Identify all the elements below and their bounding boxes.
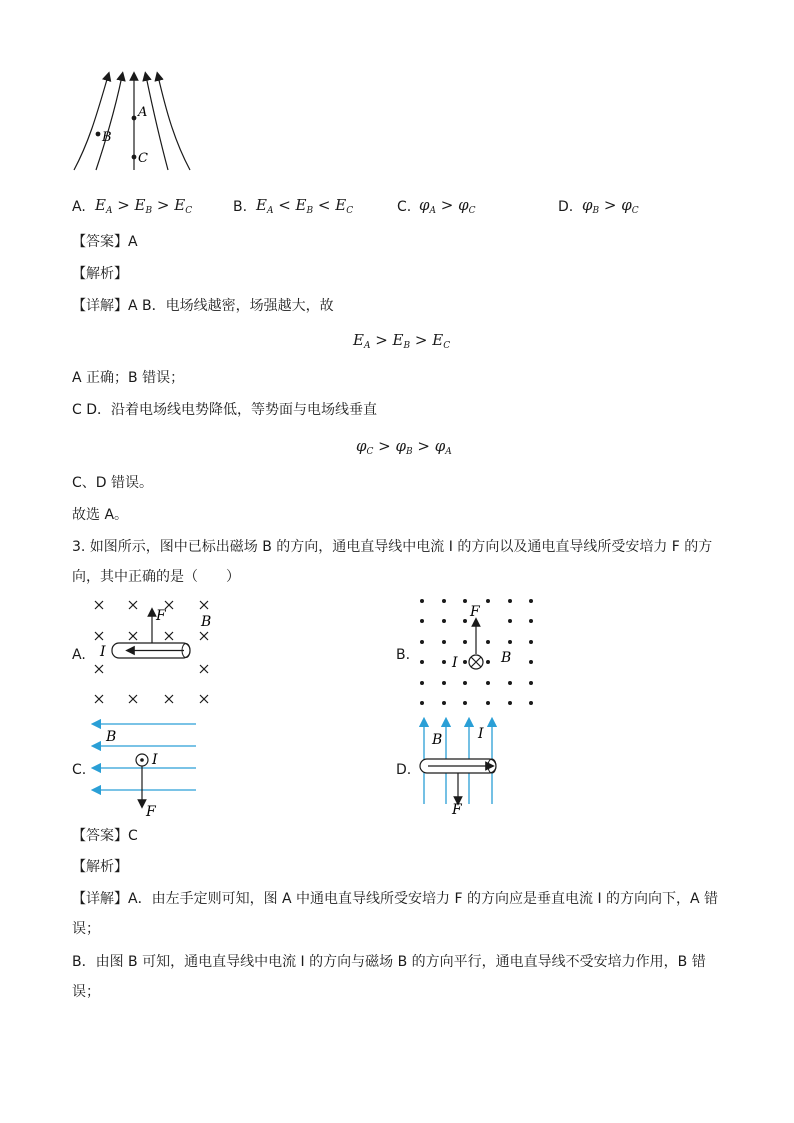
option-d-letter: D. <box>558 199 574 215</box>
q3-stem-line2: 向，其中正确的是（ ） <box>72 569 240 585</box>
option-d-expr: $\varphi_B > \varphi_C$ <box>582 196 639 216</box>
svg-text:F: F <box>156 608 166 624</box>
field-line <box>96 76 122 170</box>
field-line <box>74 76 108 170</box>
svg-text:F: F <box>470 604 480 620</box>
q3-figure-d <box>414 716 514 820</box>
label-a: A <box>138 105 148 120</box>
label-c: C <box>138 151 148 166</box>
q3-option-a-letter: A. <box>72 647 86 663</box>
svg-text:I: I <box>152 752 158 768</box>
point-c <box>132 155 137 160</box>
q2-detail-cd: C D．沿着电场线电势降低，等势面与电场线垂直 <box>72 402 378 418</box>
option-c-letter: C. <box>397 199 412 215</box>
option-a-expr: $E_A > E_B > E_C$ <box>95 196 193 216</box>
q3-option-c-letter: C. <box>72 762 87 778</box>
q3-detail-b-line2: 误； <box>72 984 100 1000</box>
field-line <box>146 76 168 170</box>
q2-answer: 【答案】A <box>72 234 138 250</box>
label-b: B <box>102 130 112 145</box>
svg-text:F: F <box>452 802 462 818</box>
option-b-expr: $E_A < E_B < E_C$ <box>256 196 354 216</box>
q2-detail-ab: 【详解】A B．电场线越密，场强越大，故 <box>72 298 334 314</box>
q3-analysis-label: 【解析】 <box>72 859 128 875</box>
q2-equation-1: $E_A > E_B > E_C$ <box>353 331 451 351</box>
q3-detail-a-line1: 【详解】A．由左手定则可知，图 A 中通电直导线所受安培力 F 的方向应是垂直电流 I 的方向向下，A 错 <box>72 891 719 907</box>
q2-cd-result: C、D 错误。 <box>72 475 154 491</box>
q3-option-d-letter: D. <box>396 762 412 778</box>
option-a-letter: A. <box>72 199 86 215</box>
field-line <box>158 76 190 170</box>
svg-text:I: I <box>100 644 106 660</box>
option-c-expr: $\varphi_A > \varphi_C$ <box>419 196 476 216</box>
q2-equation-2: $\varphi_C > \varphi_B > \varphi_A$ <box>356 437 452 457</box>
q2-conclusion: 故选 A。 <box>72 507 129 523</box>
q3-figure-c <box>88 716 203 820</box>
point-a <box>132 116 137 121</box>
current-into-page-symbol <box>469 655 483 669</box>
point-b <box>96 132 101 137</box>
svg-text:B: B <box>106 729 117 745</box>
q3-figure-a <box>88 594 223 712</box>
q2-analysis-label: 【解析】 <box>72 266 128 282</box>
q2-ab-result: A 正确；B 错误； <box>72 370 185 386</box>
svg-text:B: B <box>501 650 512 666</box>
q3-detail-b-line1: B．由图 B 可知，通电直导线中电流 I 的方向与磁场 B 的方向平行，通电直导线不受安培力作用，B 错 <box>72 954 706 970</box>
svg-text:B: B <box>432 732 443 748</box>
svg-text:F: F <box>146 804 156 820</box>
q3-answer: 【答案】C <box>72 828 138 844</box>
option-b-letter: B. <box>233 199 248 215</box>
q3-option-b-letter: B. <box>396 647 411 663</box>
q3-detail-a-line2: 误； <box>72 921 100 937</box>
q3-figure-b <box>414 594 544 712</box>
electric-field-figure <box>68 70 198 178</box>
svg-text:B: B <box>201 614 212 630</box>
svg-text:I: I <box>478 726 484 742</box>
svg-text:I: I <box>452 655 458 671</box>
q3-stem-line1: 3. 如图所示，图中已标出磁场 B 的方向，通电直导线中电流 I 的方向以及通电直导线所受安培力 F 的方 <box>72 539 713 555</box>
